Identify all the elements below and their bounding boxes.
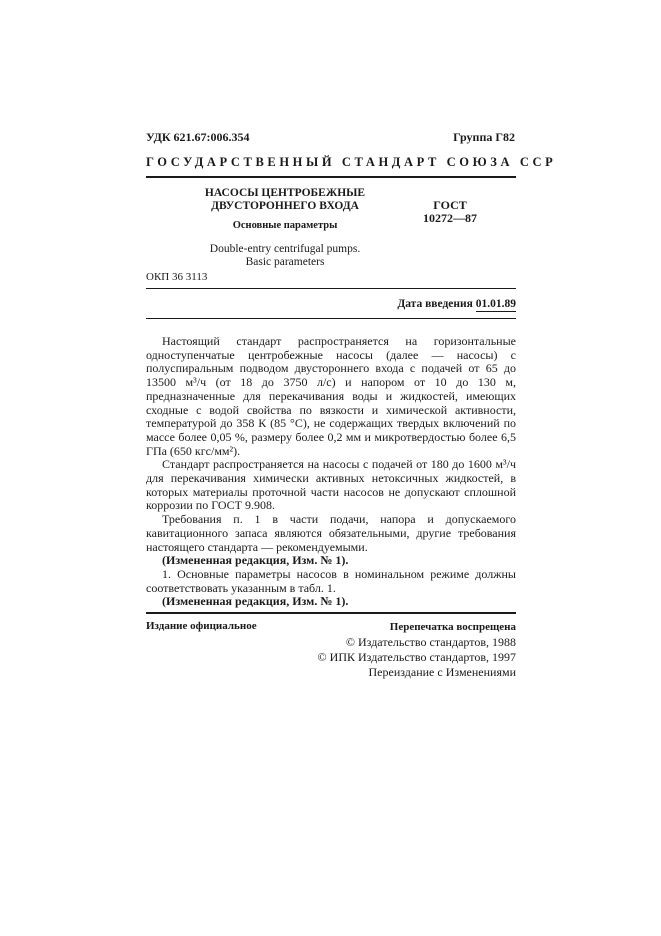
effective-date bbox=[397, 298, 516, 310]
copyright-1997: © ИПК Издательство стандартов, 1997 bbox=[317, 650, 516, 664]
english-title-line-2: Basic parameters bbox=[245, 255, 325, 268]
document-subtitle: Основные параметры bbox=[232, 220, 338, 231]
paragraph-requirements: Требования п. 1 в части подачи, напора и допускаемого кавитационного запаса являются обязательными, другие требования настоящего стандарта — рекомендуемыми. bbox=[146, 512, 516, 554]
body-text bbox=[146, 335, 516, 609]
footer-rule bbox=[146, 612, 516, 614]
udk-code: УДК 621.67:006.354 bbox=[146, 130, 250, 144]
effective-date-label: Дата введения bbox=[397, 298, 473, 310]
english-title-line-1: Double-entry centrifugal pumps. bbox=[209, 243, 361, 255]
amendment-note: (Измененная редакция, Изм. № 1). bbox=[162, 553, 349, 568]
reprint-notice: Перепечатка воспрещена bbox=[389, 621, 516, 633]
title-line-2: ДВУСТОРОННЕГО ВХОДА bbox=[211, 200, 359, 212]
paragraph-clause-1: 1. Основные параметры насосов в номинальном режиме должны соответствовать указанным в табл. 1. bbox=[146, 566, 516, 595]
group-code: Группа Г82 bbox=[453, 130, 515, 144]
paragraph-chemical: Стандарт распространяется на насосы с подачей от 180 до 1600 м³/ч для перекачивания химически активных нетоксичных жидкостей, в которых материалы проточной части насосов не допускают сплошной коррозии по ГОСТ 9.908. bbox=[146, 457, 516, 513]
title-line-1: НАСОСЫ ЦЕНТРОБЕЖНЫЕ bbox=[204, 187, 366, 199]
paragraph-scope: Настоящий стандарт распространяется на горизонтальные одноступенчатые центробежные насосы (далее — насосы) с полуспиральным подводом двустороннего входа с подачей от 65 до 13500 м³/ч (от 18 до 3750 л/с) и напором от 10 до 130 м, предназначенные для перекачивания воды и жидкостей, имеющих сходные с водой свойства по вязкости и химической активности, температурой до 358 К (85 °С), не содержащих твердых включений по массе более 0,05 %, размеру более 0,2 мм и микротвердостью более 6,5 ГПа (650 кгс/мм²). bbox=[146, 334, 516, 458]
amendment-note: (Измененная редакция, Изм. № 1). bbox=[162, 594, 349, 609]
effective-date-value: 01.01.89 bbox=[475, 298, 516, 310]
footer-publisher bbox=[318, 620, 516, 680]
state-standard-heading: ГОСУДАРСТВЕННЫЙ СТАНДАРТ СОЮЗА ССР bbox=[146, 155, 557, 169]
okp-rule bbox=[146, 288, 516, 289]
copyright-1988: © Издательство стандартов, 1988 bbox=[345, 635, 516, 649]
header-rule bbox=[146, 176, 516, 178]
gost-number: 10272—87 bbox=[423, 211, 477, 225]
document-title bbox=[170, 187, 400, 213]
reissue-note: Переиздание с Изменениями bbox=[368, 665, 516, 679]
okp-code: ОКП 36 3113 bbox=[146, 271, 208, 283]
gost-designation bbox=[410, 199, 490, 225]
official-edition: Издание официальное bbox=[146, 620, 257, 632]
gost-label: ГОСТ bbox=[433, 198, 467, 212]
english-title bbox=[170, 243, 400, 268]
date-rule bbox=[146, 318, 516, 319]
